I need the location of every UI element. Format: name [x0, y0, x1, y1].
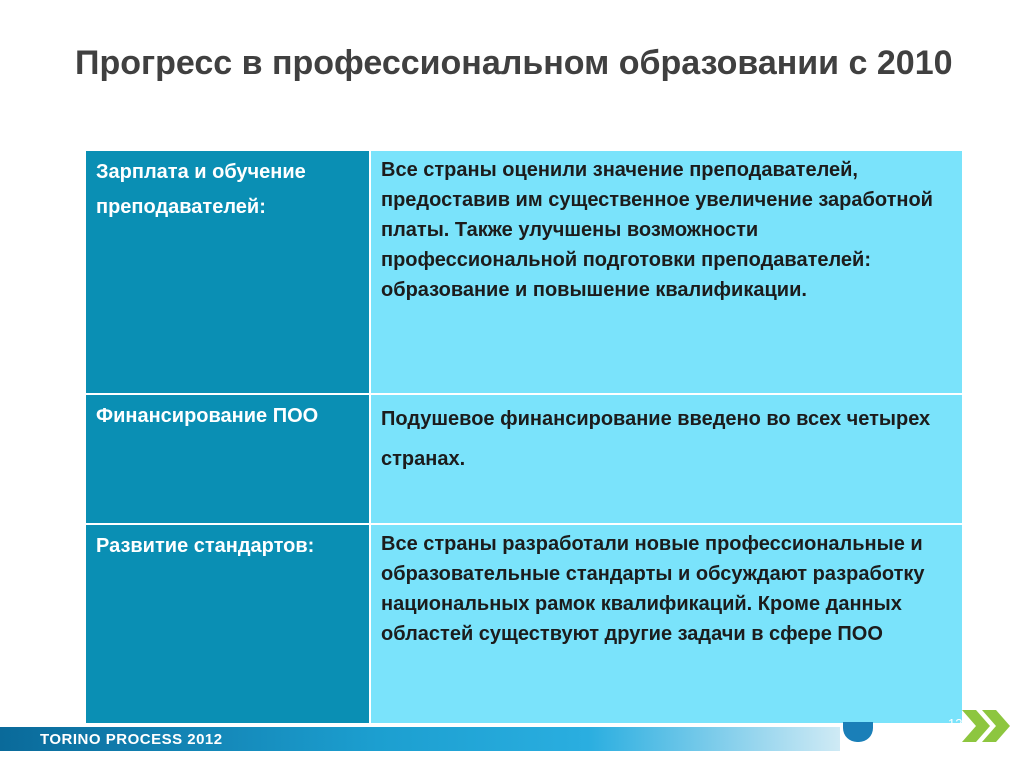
row-header-label: Развитие стандартов:: [96, 535, 315, 557]
row-content-cell: [370, 524, 963, 724]
table-row: [85, 394, 963, 524]
row-content-cell: [370, 394, 963, 524]
row-header-cell: [85, 394, 370, 524]
page-number: 12: [948, 716, 963, 731]
row-header-label: Финансирование ПОО: [96, 405, 319, 427]
row-header-cell: [85, 150, 370, 394]
table-row: [85, 524, 963, 724]
row-content-text: Все страны оценили значение преподавателей, предоставив им существенное увеличение заработной платы. Также улучшены возможности профессиональной подготовки преподавателей: образование и повышение квалификации.: [381, 159, 933, 301]
row-content-text: Подушевое финансирование введено во всех четырех странах.: [381, 408, 931, 470]
row-content-cell: [370, 150, 963, 394]
table-row: [85, 150, 963, 394]
row-content-text: Все страны разработали новые профессиональные и образовательные стандарты и обсуждают разработку национальных рамок квалификаций. Кроме данных областей существуют другие задачи в сфере ПОО: [381, 533, 925, 645]
progress-table: [84, 149, 964, 725]
footer-decoration: [843, 722, 873, 742]
row-header-label: Зарплата и обучение преподавателей:: [96, 161, 306, 218]
slide-title: Прогресс в профессиональном образовании с 2010: [75, 44, 953, 82]
row-header-cell: [85, 524, 370, 724]
footer-label: TORINO PROCESS 2012: [40, 731, 223, 748]
chevron-right-icon: [960, 706, 1024, 746]
